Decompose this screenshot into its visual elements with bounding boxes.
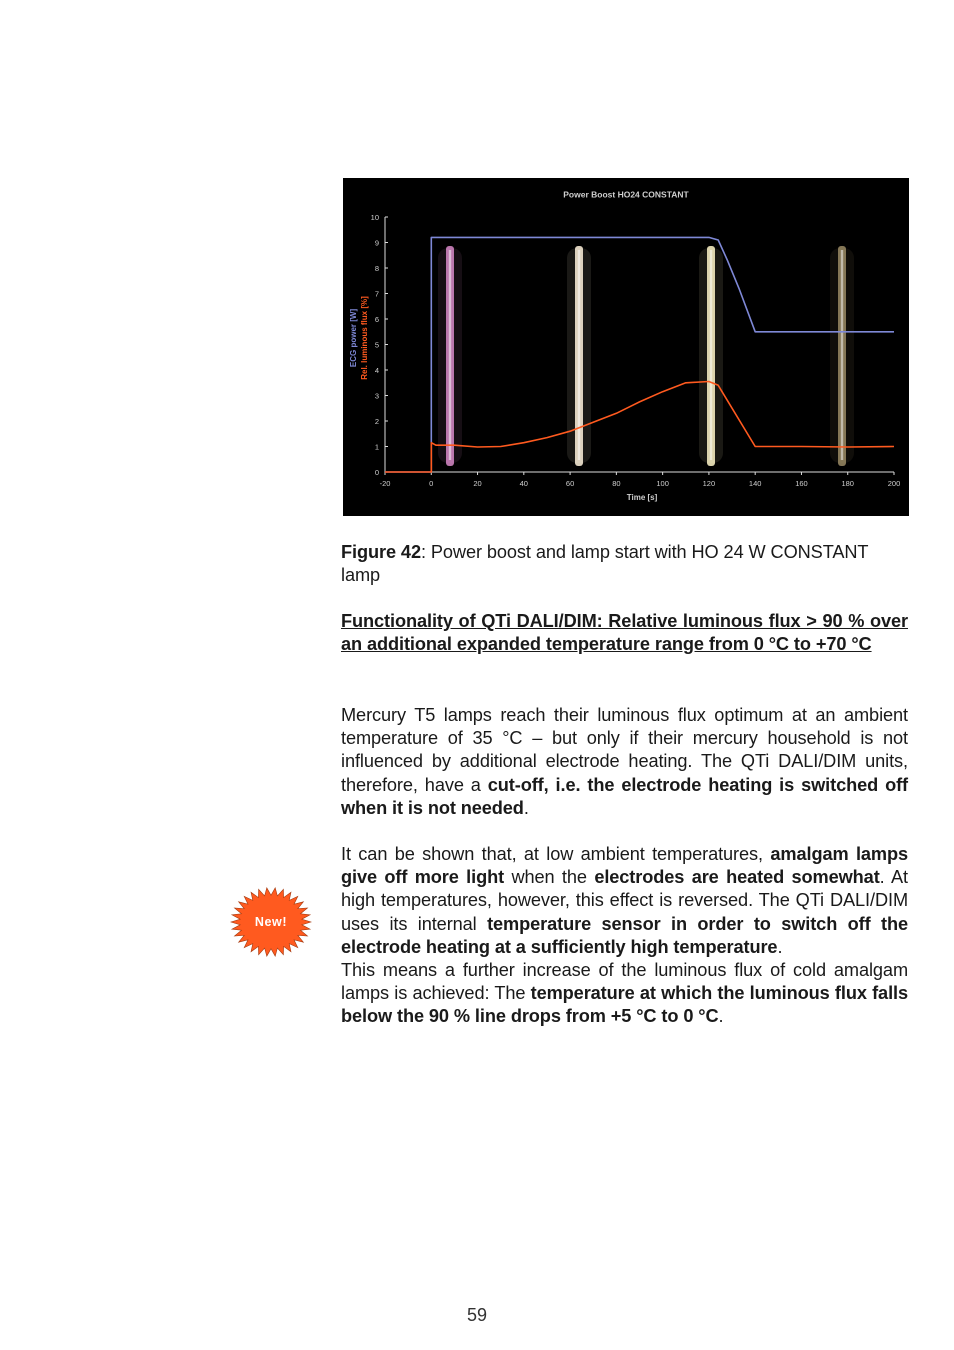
- text-run: .: [523, 797, 529, 818]
- y-tick-label: 1: [374, 442, 379, 452]
- x-tick-label: 60: [565, 479, 575, 488]
- bold-run: temperature sensor in order to switch off the electrode heating at a sufficiently high temperature: [341, 913, 908, 957]
- x-tick-label: 160: [795, 479, 808, 488]
- y-axis-label-flux: Rel. luminous flux [%]: [360, 296, 369, 380]
- caption-label: Figure 42: [341, 542, 421, 562]
- y-tick-label: 0: [374, 467, 379, 477]
- text-run: . At high temperatures, however, this effect is reversed. The QTi DALI/DIM uses its internal: [341, 867, 908, 934]
- text-run: This means a further increase of the luminous flux of cold amalgam lamps is achieved: The: [341, 960, 908, 1004]
- text-run: .: [718, 1006, 724, 1027]
- text-run: when the: [504, 867, 595, 888]
- bold-run: temperature at which the luminous flux falls below the 90 % line drops from +5 °C to 0 °C: [341, 983, 908, 1027]
- starburst-icon: [230, 887, 312, 957]
- y-axis-label-power: ECG power [W]: [349, 308, 358, 368]
- bold-run: amalgam lamps give off more light: [341, 844, 909, 888]
- x-tick-label: 100: [656, 479, 669, 488]
- figure-42-chart: [343, 178, 909, 516]
- x-tick-label: 0: [429, 479, 434, 488]
- lamp-core-1: [449, 250, 451, 460]
- lamp-photos: [438, 246, 854, 466]
- chart-svg: [343, 178, 909, 516]
- y-tick-label: 6: [374, 314, 379, 324]
- chart-title: Power Boost HO24 CONSTANT: [563, 189, 689, 200]
- bold-run: cut-off, i.e. the electrode heating is switched off when it is not needed: [341, 774, 908, 818]
- page-number: 59: [466, 1305, 488, 1325]
- text-run: Mercury T5 lamps reach their luminous flux optimum at an ambient temperature of 35 °C – but only if their mercury household is not influenced by additional electrode heating. The QTi DALI/DIM units, therefore, have a: [341, 705, 908, 795]
- paragraph-mercury-t5: [341, 704, 908, 820]
- text-run: .: [777, 936, 783, 957]
- x-tick-label: 140: [748, 479, 762, 488]
- y-tick-label: 10: [370, 212, 379, 222]
- section-heading: Functionality of QTi DALI/DIM: Relative luminous flux > 90 % over an additional expanded temperature range from 0 °C to +70 °C: [341, 611, 908, 655]
- bold-run: electrodes are heated somewhat: [594, 867, 880, 888]
- text-run: It can be shown that, at low ambient temperatures,: [341, 844, 771, 864]
- x-tick-label: 80: [612, 479, 621, 488]
- paragraph-amalgam-lamps: [341, 843, 908, 1029]
- x-tick-label: 200: [887, 479, 901, 488]
- x-tick-label: 20: [473, 479, 482, 488]
- y-tick-label: 8: [374, 263, 379, 273]
- y-tick-label: 2: [374, 416, 379, 426]
- caption-text: : Power boost and lamp start with HO 24 W CONSTANT lamp: [341, 542, 869, 586]
- y-tick-label: 9: [374, 238, 379, 248]
- y-tick-label: 3: [374, 391, 379, 401]
- badge-label: New!: [254, 915, 288, 929]
- x-axis-label: Time [s]: [626, 493, 658, 502]
- new-badge: [230, 887, 312, 957]
- y-tick-label: 4: [374, 365, 379, 375]
- x-tick-label: 180: [841, 479, 854, 488]
- y-tick-label: 7: [374, 289, 379, 299]
- x-tick-label: -20: [379, 479, 391, 488]
- x-tick-label: 40: [519, 479, 528, 488]
- x-tick-label: 120: [702, 479, 716, 488]
- y-tick-label: 5: [374, 340, 379, 350]
- figure-caption: [341, 541, 908, 587]
- lamp-core-4: [841, 250, 843, 460]
- lamp-core-3: [710, 250, 712, 460]
